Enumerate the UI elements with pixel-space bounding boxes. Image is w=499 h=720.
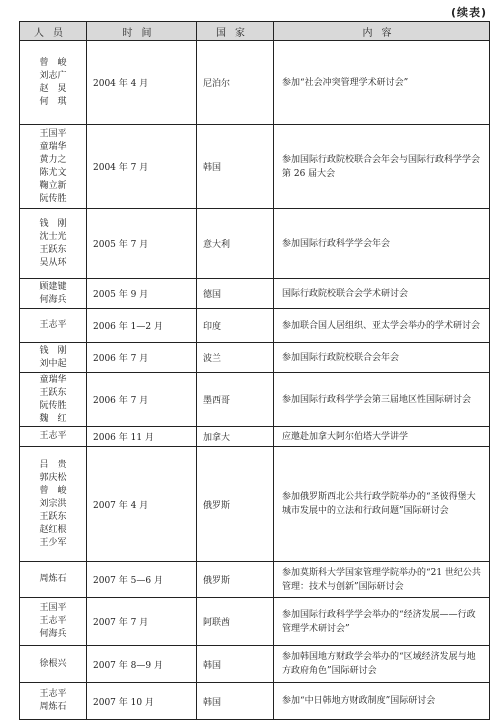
table-row — [20, 209, 490, 279]
person-name: 何 琪 — [39, 96, 67, 107]
cell-content: 参加“社会冲突管理学术研讨会” — [274, 41, 490, 125]
visits-table — [19, 21, 490, 720]
cell-people — [20, 209, 87, 279]
header-content: 内容 — [274, 22, 490, 41]
person-name: 曾 峻 — [39, 485, 67, 496]
cell-country: 意大利 — [197, 209, 274, 279]
table-row — [20, 309, 490, 343]
table-row — [20, 373, 490, 427]
cell-people — [20, 41, 87, 125]
cell-time: 2004 年 4 月 — [87, 41, 197, 125]
cell-content: 参加国际行政科学学会第三届地区性国际研讨会 — [274, 373, 490, 427]
person-name: 阮传胜 — [39, 400, 67, 411]
person-name: 王跃东 — [39, 244, 67, 255]
person-name: 魏 红 — [39, 413, 67, 424]
cell-people — [20, 646, 87, 683]
table-row — [20, 683, 490, 720]
person-name: 童瑞华 — [39, 374, 67, 385]
table-body — [20, 41, 490, 720]
cell-country: 墨西哥 — [197, 373, 274, 427]
cell-country: 加拿大 — [197, 427, 274, 447]
cell-country: 韩国 — [197, 125, 274, 209]
cell-content: 国际行政院校联合会学术研讨会 — [274, 279, 490, 309]
person-name: 王志平 — [39, 320, 67, 330]
person-name: 赵红根 — [39, 524, 67, 535]
cell-time: 2005 年 9 月 — [87, 279, 197, 309]
cell-time: 2006 年 11 月 — [87, 427, 197, 447]
cell-country: 俄罗斯 — [197, 562, 274, 598]
person-name: 王志平 — [39, 616, 67, 626]
cell-content: 参加俄罗斯西北公共行政学院举办的“圣彼得堡大城市发展中的立法和行政问题”国际研讨会 — [274, 447, 490, 562]
cell-time: 2006 年 7 月 — [87, 373, 197, 427]
table-row — [20, 447, 490, 562]
table-row — [20, 646, 490, 683]
person-name: 赵 炅 — [39, 83, 67, 94]
person-name: 何海兵 — [39, 629, 67, 639]
cell-country: 阿联酋 — [197, 598, 274, 646]
cell-time: 2004 年 7 月 — [87, 125, 197, 209]
person-name: 王少军 — [39, 537, 67, 548]
cell-time: 2007 年 10 月 — [87, 683, 197, 720]
cell-time: 2007 年 5—6 月 — [87, 562, 197, 598]
cell-time: 2006 年 7 月 — [87, 343, 197, 373]
cell-time: 2007 年 8—9 月 — [87, 646, 197, 683]
cell-people — [20, 373, 87, 427]
person-name: 陈尤文 — [39, 167, 67, 178]
cell-content: 参加国际行政院校联合会年会 — [274, 343, 490, 373]
person-name: 王国平 — [39, 128, 67, 139]
person-name: 顾建键 — [39, 281, 67, 292]
person-name: 吴从环 — [39, 257, 67, 268]
person-name: 鞠立新 — [39, 180, 67, 191]
cell-people — [20, 447, 87, 562]
cell-content: 参加韩国地方财政学会举办的“区域经济发展与地方政府角色”国际研讨会 — [274, 646, 490, 683]
person-name: 王跃东 — [39, 387, 67, 398]
cell-country: 德国 — [197, 279, 274, 309]
person-name: 周炼石 — [39, 702, 67, 712]
cell-country: 尼泊尔 — [197, 41, 274, 125]
table-row — [20, 343, 490, 373]
person-name: 童瑞华 — [39, 141, 67, 152]
person-name: 王志平 — [39, 431, 67, 441]
cell-content: 参加联合国人居组织、亚太学会举办的学术研讨会 — [274, 309, 490, 343]
cell-people — [20, 343, 87, 373]
table-row — [20, 427, 490, 447]
table-row — [20, 279, 490, 309]
cell-content: 参加国际行政院校联合会年会与国际行政科学学会第 26 届大会 — [274, 125, 490, 209]
person-name: 曾 峻 — [39, 57, 67, 68]
cell-country: 韩国 — [197, 646, 274, 683]
person-name: 刘中起 — [39, 358, 67, 369]
cell-content: 参加“中日韩地方财政制度”国际研讨会 — [274, 683, 490, 720]
cell-people — [20, 309, 87, 343]
cell-country: 韩国 — [197, 683, 274, 720]
cell-country: 印度 — [197, 309, 274, 343]
cell-people — [20, 562, 87, 598]
person-name: 钱 刚 — [39, 218, 67, 229]
cell-people — [20, 279, 87, 309]
cell-people — [20, 683, 87, 720]
person-name: 王跃东 — [39, 511, 67, 522]
person-name: 沈士光 — [39, 231, 67, 242]
cell-time: 2007 年 4 月 — [87, 447, 197, 562]
cell-content: 参加国际行政科学学会年会 — [274, 209, 490, 279]
header-country: 国家 — [197, 22, 274, 41]
table-row — [20, 562, 490, 598]
cell-content: 参加莫斯科大学国家管理学院举办的“21 世纪公共管理：技术与创新”国际研讨会 — [274, 562, 490, 598]
table-header-row — [20, 22, 490, 41]
person-name: 钱 刚 — [39, 345, 67, 356]
cell-time: 2006 年 1—2 月 — [87, 309, 197, 343]
person-name: 吕 贵 — [39, 459, 67, 470]
header-people: 人员 — [20, 22, 87, 41]
person-name: 刘宗洪 — [39, 498, 67, 509]
person-name: 阮传胜 — [39, 193, 67, 204]
table-row — [20, 125, 490, 209]
cell-country: 波兰 — [197, 343, 274, 373]
cell-time: 2007 年 7 月 — [87, 598, 197, 646]
cell-content: 应邀赴加拿大阿尔伯塔大学讲学 — [274, 427, 490, 447]
cell-country: 俄罗斯 — [197, 447, 274, 562]
person-name: 王国平 — [39, 603, 67, 613]
cell-time: 2005 年 7 月 — [87, 209, 197, 279]
cell-people — [20, 427, 87, 447]
table-row — [20, 598, 490, 646]
person-name: 周炼石 — [39, 574, 67, 584]
person-name: 徐根兴 — [39, 658, 67, 669]
person-name: 刘志广 — [39, 70, 67, 81]
person-name: 何海兵 — [39, 294, 67, 305]
person-name: 黄力之 — [39, 154, 67, 165]
person-name: 王志平 — [39, 689, 67, 699]
cell-content: 参加国际行政科学学会举办的“经济发展——行政管理学术研讨会” — [274, 598, 490, 646]
cell-people — [20, 125, 87, 209]
table-row — [20, 41, 490, 125]
cell-people — [20, 598, 87, 646]
continued-label: (续表) — [450, 6, 487, 19]
person-name: 郭庆松 — [39, 472, 67, 483]
header-time: 时间 — [87, 22, 197, 41]
